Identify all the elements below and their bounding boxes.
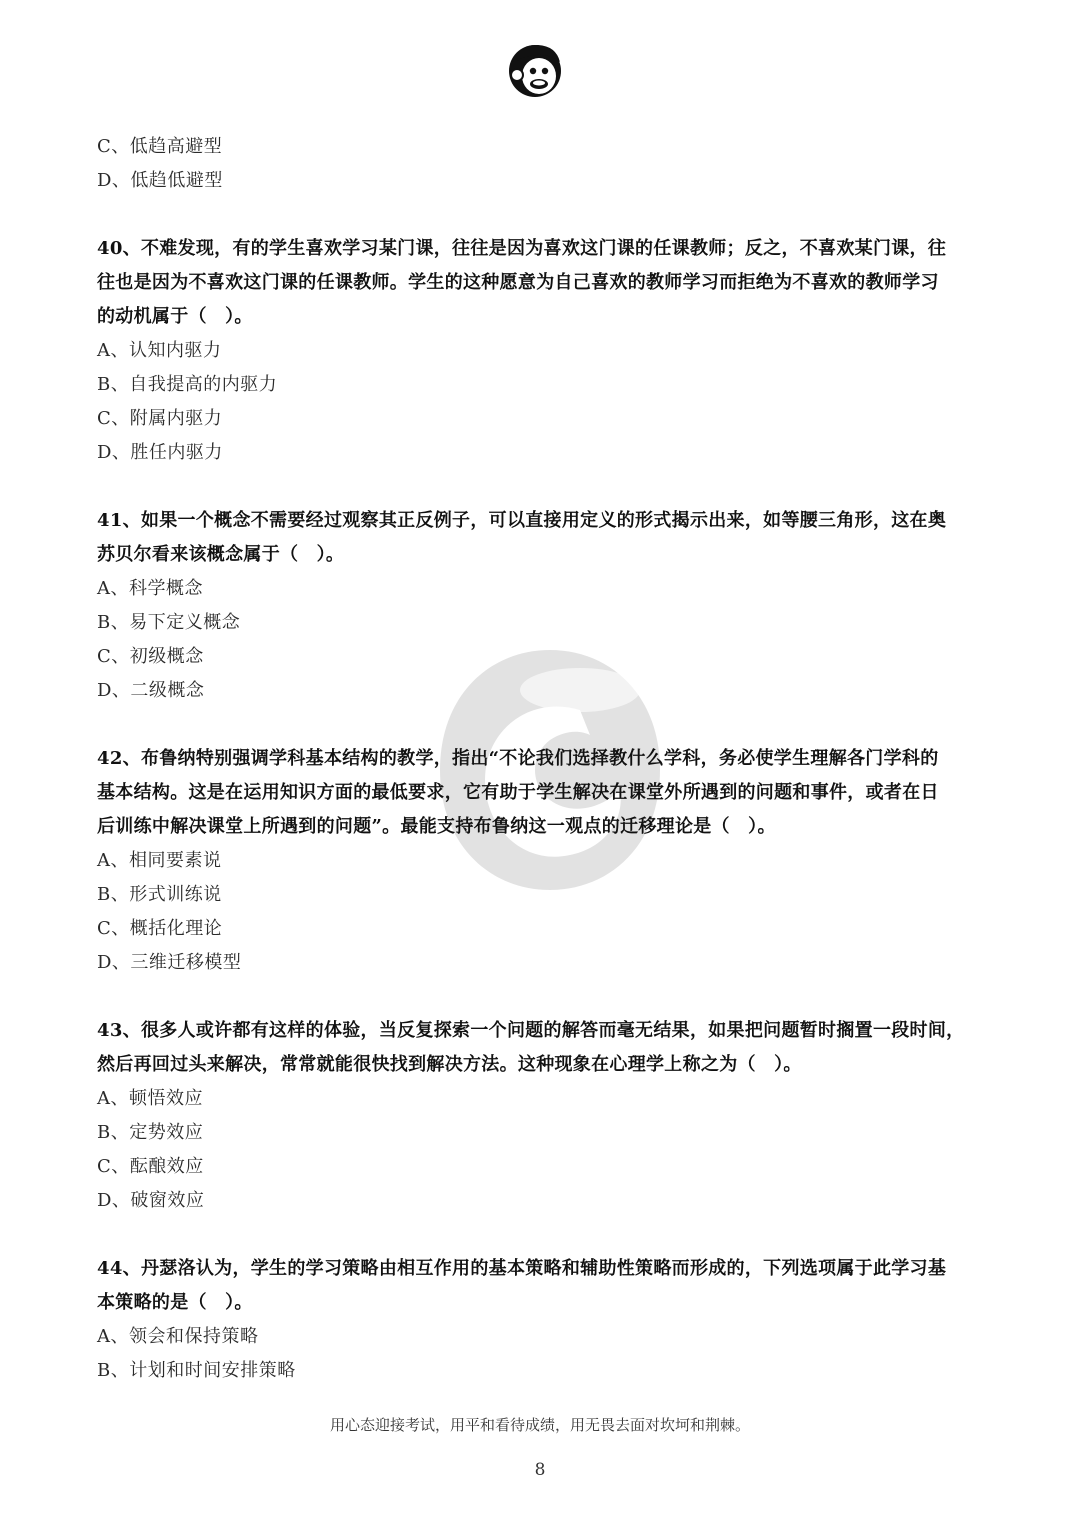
option-d: D、低趋低避型 [97, 170, 223, 191]
question-41-option-c: C、初级概念 [97, 646, 204, 667]
question-44-line-2: 本策略的是（ ）。 [97, 1292, 253, 1313]
option-c: C、低趋高避型 [97, 136, 223, 157]
question-40-option-a: A、认知内驱力 [97, 340, 222, 361]
question-43-line-1: 43、很多人或许都有这样的体验，当反复探索一个问题的解答而毫无结果，如果把问题暂时搁置一段时间， [97, 1020, 965, 1041]
question-42-line-3: 后训练中解决课堂上所遇到的问题”。最能支持布鲁纳这一观点的迁移理论是（ ）。 [97, 816, 776, 837]
footer-motto: 用心态迎接考试，用平和看待成绩，用无畏去面对坎坷和荆棘。 [329, 1416, 750, 1434]
question-41-line-1: 41、如果一个概念不需要经过观察其正反例子，可以直接用定义的形式揭示出来，如等腰三角形，这在奥 [97, 510, 947, 531]
question-44-option-a: A、领会和保持策略 [97, 1326, 259, 1347]
question-41-option-d: D、二级概念 [97, 680, 205, 701]
question-41-line-2: 苏贝尔看来该概念属于（ ）。 [97, 544, 345, 565]
question-40-line-3: 的动机属于（ ）。 [97, 306, 253, 327]
question-42-line-2: 基本结构。这是在运用知识方面的最低要求，它有助于学生解决在课堂外所遇到的问题和事件，或者在日 [97, 782, 939, 803]
question-43-option-a: A、顿悟效应 [97, 1088, 203, 1109]
question-42-option-d: D、三维迁移模型 [97, 952, 242, 973]
question-42-option-b: B、形式训练说 [97, 884, 222, 905]
question-42-option-c: C、概括化理论 [97, 918, 223, 939]
question-44-option-b: B、计划和时间安排策略 [97, 1360, 296, 1381]
question-40-option-d: D、胜任内驱力 [97, 442, 223, 463]
question-44-line-1: 44、丹瑟洛认为，学生的学习策略由相互作用的基本策略和辅助性策略而形成的，下列选项属于此学习基 [97, 1258, 947, 1279]
question-43-option-d: D、破窗效应 [97, 1190, 205, 1211]
question-42-line-1: 42、布鲁纳特别强调学科基本结构的教学，指出“不论我们选择教什么学科，务必使学生理解各门学科的 [97, 748, 939, 769]
question-40-option-c: C、附属内驱力 [97, 408, 223, 429]
question-40-option-b: B、自我提高的内驱力 [97, 374, 278, 395]
question-40-line-2: 往也是因为不喜欢这门课的任课教师。学生的这种愿意为自己喜欢的教师学习而拒绝为不喜欢的教师学习 [97, 272, 939, 293]
question-43-option-b: B、定势效应 [97, 1122, 204, 1143]
question-41-option-a: A、科学概念 [97, 578, 203, 599]
monkey-mascot-icon [504, 38, 566, 100]
question-42-option-a: A、相同要素说 [97, 850, 222, 871]
page-number: 8 [534, 1460, 546, 1480]
question-40-line-1: 40、不难发现，有的学生喜欢学习某门课，往往是因为喜欢这门课的任课教师；反之，不喜欢某门课，往 [97, 238, 947, 259]
question-43-option-c: C、酝酿效应 [97, 1156, 204, 1177]
question-41-option-b: B、易下定义概念 [97, 612, 241, 633]
question-43-line-2: 然后再回过头来解决，常常就能很快找到解决方法。这种现象在心理学上称之为（ ）。 [97, 1054, 802, 1075]
